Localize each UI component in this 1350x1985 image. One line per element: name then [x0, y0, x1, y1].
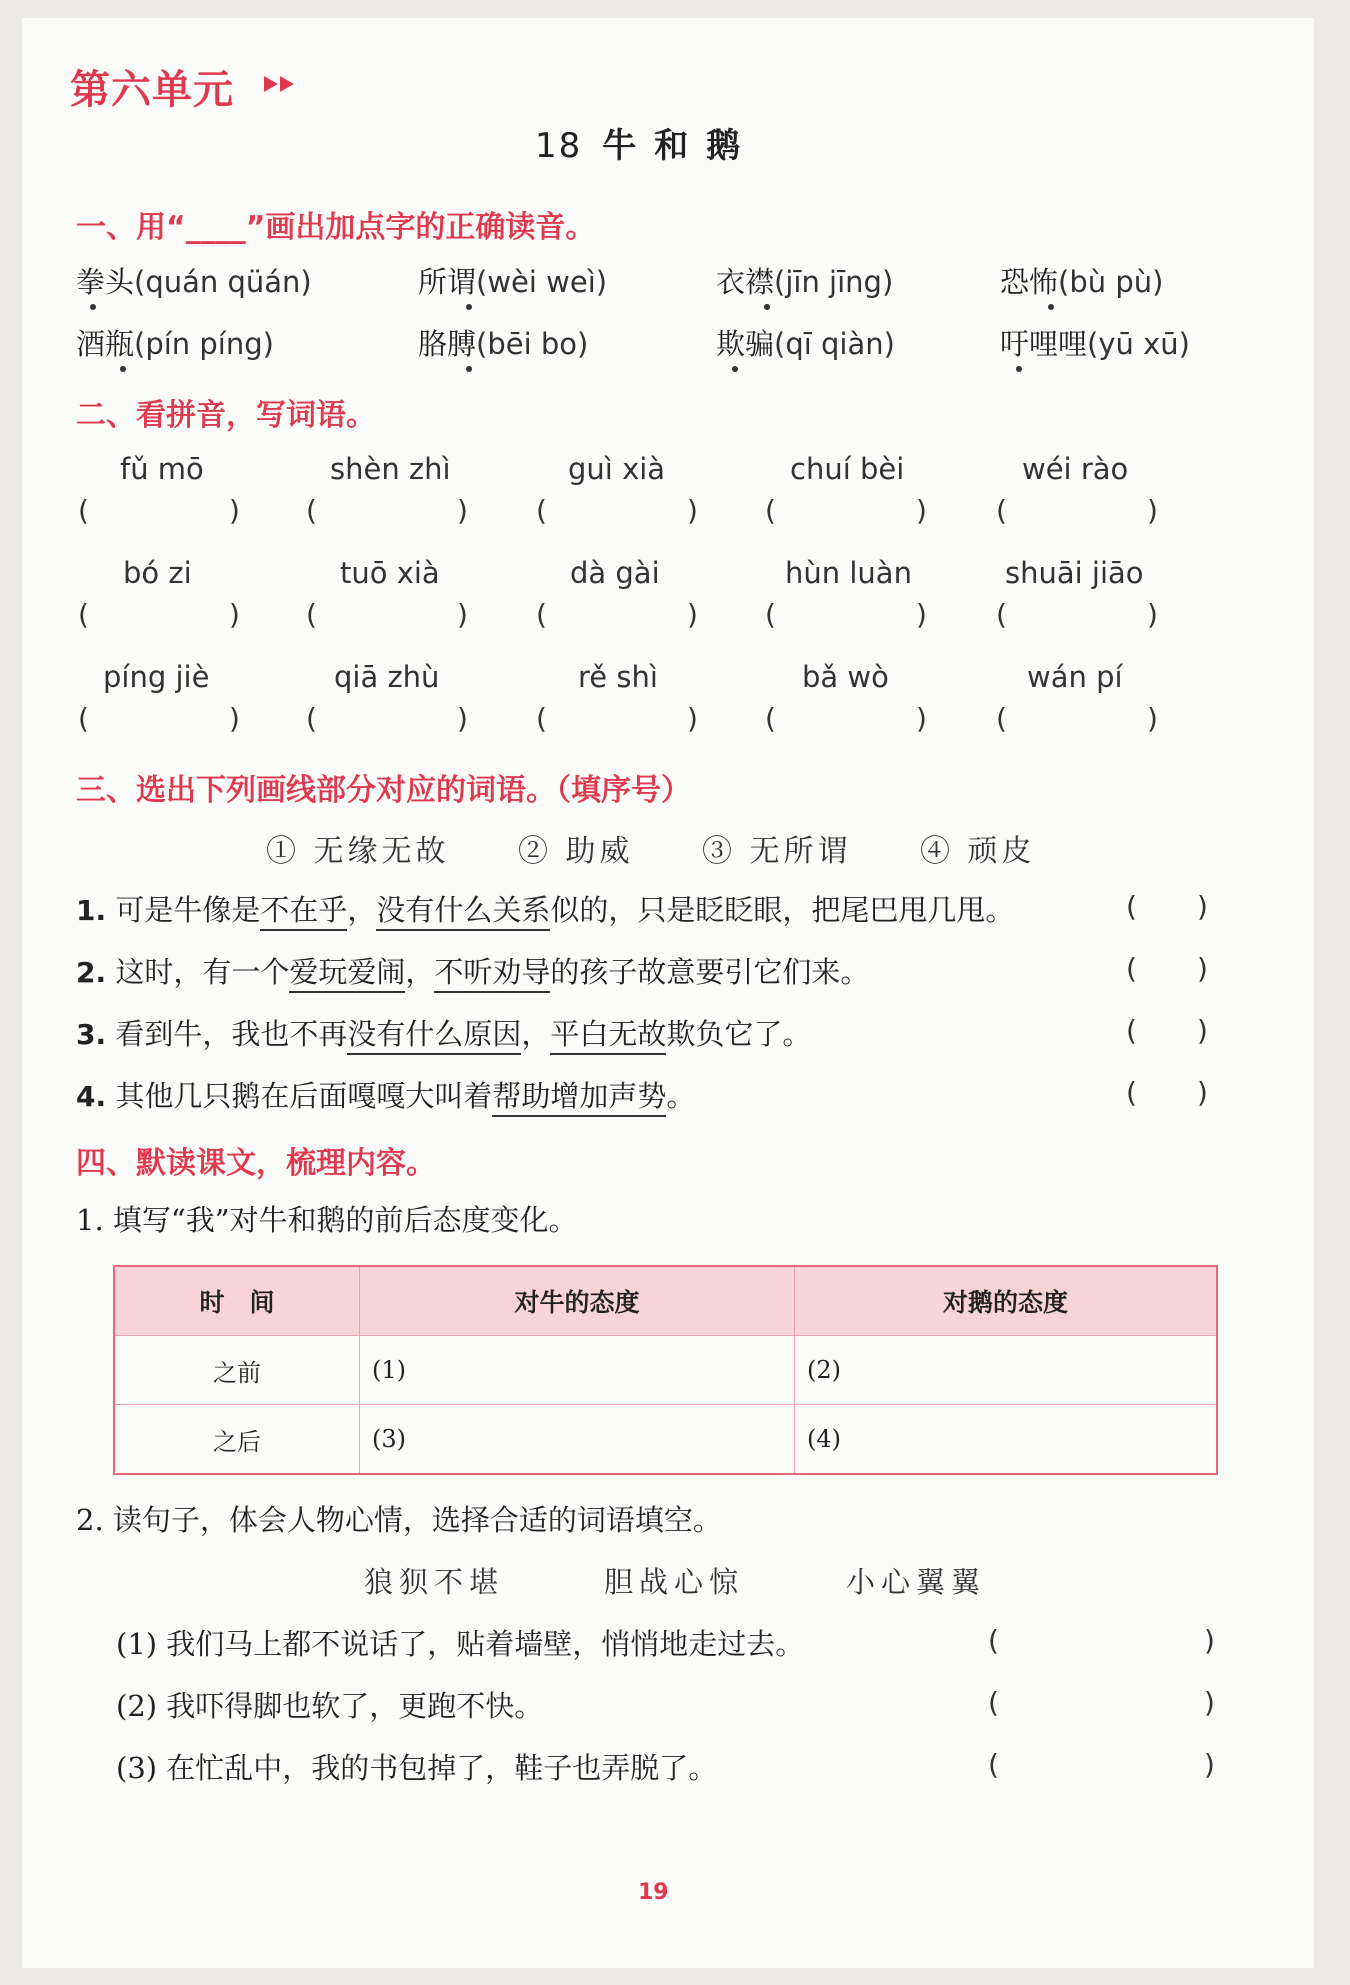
pinyin-prompt: wéi rào — [1022, 452, 1129, 486]
answer-blank[interactable]: ( ) — [536, 598, 698, 631]
section-4-question-1: 1. 填写“我”对牛和鹅的前后态度变化。 — [76, 1203, 578, 1237]
answer-cell[interactable]: (2) — [795, 1336, 1218, 1405]
emphasis-dot — [466, 366, 472, 372]
pronunciation-item: 衣襟(jīn jīng) — [716, 265, 894, 299]
answer-blank[interactable]: ( ) — [306, 494, 468, 527]
answer-blank[interactable]: ( ) — [988, 1686, 1215, 1719]
table-row — [114, 1336, 1217, 1405]
pronunciation-item: 欺骗(qī qiàn) — [716, 327, 895, 361]
worksheet-page — [22, 18, 1314, 1968]
table-cell: 之前 — [114, 1336, 360, 1405]
table-header-row — [114, 1266, 1217, 1336]
option-2: ② 助威 — [518, 834, 634, 869]
pronunciation-item: 胳膊(bēi bo) — [418, 327, 589, 361]
emphasis-dot — [120, 366, 126, 372]
pronunciation-item: 酒瓶(pín píng) — [76, 327, 274, 361]
lesson-name: 牛和鹅 — [602, 126, 759, 166]
pronunciation-item: 拳头(quán qüán) — [76, 265, 312, 299]
emphasis-dot — [90, 304, 96, 310]
lesson-number: 18 — [535, 126, 583, 166]
answer-blank[interactable]: ( ) — [1126, 952, 1208, 985]
option-4: ④ 顽皮 — [920, 834, 1036, 869]
option-1: ① 无缘无故 — [266, 834, 450, 869]
pinyin-prompt: dà gài — [570, 556, 660, 590]
answer-blank[interactable]: ( ) — [306, 702, 468, 735]
answer-blank[interactable]: ( ) — [306, 598, 468, 631]
pinyin-prompt: rě shì — [578, 660, 658, 694]
emphasis-dot — [1016, 366, 1022, 372]
pinyin-prompt: shuāi jiāo — [1005, 556, 1144, 590]
word-choice: 狼狈不堪 — [364, 1565, 505, 1599]
answer-blank[interactable]: ( ) — [536, 494, 698, 527]
question-3: 3. 看到牛，我也不再没有什么原因，平白无故欺负它了。 — [76, 1012, 811, 1053]
answer-blank[interactable]: ( ) — [1126, 1014, 1208, 1047]
sentence-item: (3) 在忙乱中，我的书包掉了，鞋子也弄脱了。 — [116, 1751, 718, 1785]
pinyin-prompt: guì xià — [568, 452, 666, 486]
pinyin-prompt: shèn zhì — [330, 452, 451, 486]
word-choice: 胆战心惊 — [604, 1565, 745, 1599]
emphasis-dot — [1048, 304, 1054, 310]
emphasis-dot — [466, 304, 472, 310]
pinyin-prompt: bǎ wò — [802, 660, 889, 694]
section-4-title: 四、默读课文，梳理内容。 — [76, 1146, 436, 1181]
sentence-item: (1) 我们马上都不说话了，贴着墙壁，悄悄地走过去。 — [116, 1627, 805, 1661]
question-4: 4. 其他几只鹅在后面嘎嘎大叫着帮助增加声势。 — [76, 1074, 695, 1115]
section-1-title: 一、用“____”画出加点字的正确读音。 — [76, 210, 596, 245]
pinyin-prompt: píng jiè — [103, 660, 210, 694]
pinyin-prompt: wán pí — [1027, 660, 1123, 694]
answer-blank[interactable]: ( ) — [78, 702, 240, 735]
answer-blank[interactable]: ( ) — [996, 702, 1158, 735]
answer-blank[interactable]: ( ) — [996, 494, 1158, 527]
table-header: 时 间 — [114, 1266, 360, 1336]
answer-cell[interactable]: (1) — [360, 1336, 795, 1405]
table-row — [114, 1405, 1217, 1475]
pinyin-prompt: fǔ mō — [120, 452, 204, 486]
pronunciation-item: 吁哩哩(yū xū) — [1000, 327, 1190, 361]
answer-blank[interactable]: ( ) — [765, 598, 927, 631]
answer-blank[interactable]: ( ) — [1126, 1076, 1208, 1109]
pinyin-prompt: chuí bèi — [790, 452, 905, 486]
lesson-title — [535, 118, 758, 167]
question-1: 1. 可是牛像是不在乎，没有什么关系似的，只是眨眨眼，把尾巴甩几甩。 — [76, 888, 1014, 929]
answer-blank[interactable]: ( ) — [996, 598, 1158, 631]
answer-blank[interactable]: ( ) — [765, 494, 927, 527]
page-number: 19 — [638, 1880, 669, 1905]
answer-cell[interactable]: (3) — [360, 1405, 795, 1475]
section-4-question-2: 2. 读句子，体会人物心情，选择合适的词语填空。 — [76, 1503, 722, 1537]
emphasis-dot — [764, 304, 770, 310]
table-header: 对鹅的态度 — [795, 1266, 1218, 1336]
answer-blank[interactable]: ( ) — [536, 702, 698, 735]
pinyin-prompt: qiā zhù — [334, 660, 440, 694]
word-choice: 小心翼翼 — [846, 1565, 987, 1599]
pinyin-prompt: hùn luàn — [785, 556, 912, 590]
pinyin-prompt: tuō xià — [340, 556, 440, 590]
unit-title: 第六单元 — [70, 67, 234, 113]
answer-cell[interactable]: (4) — [795, 1405, 1218, 1475]
answer-blank[interactable]: ( ) — [765, 702, 927, 735]
pinyin-prompt: bó zi — [123, 556, 192, 590]
answer-blank[interactable]: ( ) — [78, 598, 240, 631]
question-2: 2. 这时，有一个爱玩爱闹，不听劝导的孩子故意要引它们来。 — [76, 950, 869, 991]
section-2-title: 二、看拼音，写词语。 — [76, 398, 376, 433]
sentence-item: (2) 我吓得脚也软了，更跑不快。 — [116, 1689, 544, 1723]
answer-blank[interactable]: ( ) — [78, 494, 240, 527]
double-arrow-icon — [262, 72, 302, 96]
pronunciation-item: 所谓(wèi weì) — [418, 265, 608, 299]
answer-blank[interactable]: ( ) — [988, 1624, 1215, 1657]
answer-blank[interactable]: ( ) — [1126, 890, 1208, 923]
emphasis-dot — [732, 366, 738, 372]
table-cell: 之后 — [114, 1405, 360, 1475]
attitude-table — [113, 1265, 1218, 1475]
section-3-title: 三、选出下列画线部分对应的词语。（填序号） — [76, 773, 691, 808]
table-header: 对牛的态度 — [360, 1266, 795, 1336]
pronunciation-item: 恐怖(bù pù) — [1000, 265, 1164, 299]
answer-blank[interactable]: ( ) — [988, 1748, 1215, 1781]
option-3: ③ 无所谓 — [702, 834, 852, 869]
